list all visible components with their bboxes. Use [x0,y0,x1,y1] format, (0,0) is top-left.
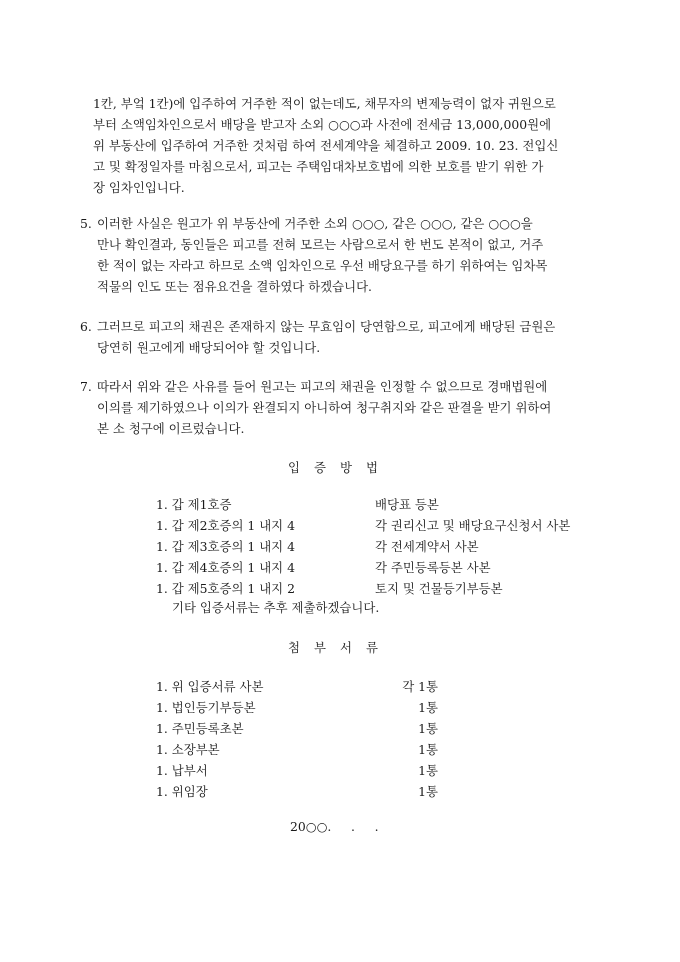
paragraph-text: 따라서 위와 같은 사유를 들어 원고는 피고의 채권을 인정할 수 없으므로 경매법원에 [96,379,548,394]
attachment-row [156,739,456,760]
paragraph-line: 위 부동산에 입주하여 거주한 것처럼 하여 전세계약을 체결하고 2009. 10. 23. 전입신 [93,138,559,153]
paragraph-line: 본 소 청구에 이르렀습니다. [97,421,245,436]
evidence-list [156,494,606,599]
attachment-label: 1. 소장부본 [156,742,220,757]
item-number: 7. [80,379,92,394]
attachments-heading: 첨부서류 [288,640,392,655]
attachment-row [156,697,456,718]
paragraph-line [80,376,595,397]
evidence-description: 각 전세계약서 사본 [375,539,479,554]
attachment-label: 1. 법인등기부등본 [156,700,256,715]
evidence-row [156,536,606,557]
attachment-count: 1통 [418,700,438,715]
paragraph-line [80,316,595,337]
paragraph-line: 이의를 제기하였으나 이의가 완결되지 아니하여 청구취지와 같은 판결을 받기 위하여 [97,400,552,415]
attachment-count: 1통 [418,742,438,757]
evidence-row [156,557,606,578]
attachment-row [156,676,456,697]
item-6-paragraph [80,316,595,358]
evidence-row [156,515,606,536]
evidence-note: 기타 입증서류는 추후 제출하겠습니다. [172,600,380,615]
attachment-count: 1통 [418,784,438,799]
paragraph-line: 적물의 인도 또는 점유요건을 결하였다 하겠습니다. [97,279,372,294]
attachment-label: 1. 납부서 [156,763,208,778]
evidence-description: 토지 및 건물등기부등본 [375,581,503,596]
paragraph-line: 장 임차인입니다. [93,180,185,195]
paragraph-line: 만나 확인결과, 동인들은 피고를 전혀 모르는 사람으로서 한 번도 본적이 없고, 거주 [97,237,544,252]
attachment-label: 1. 위 입증서류 사본 [156,679,264,694]
attachment-label: 1. 주민등록초본 [156,721,244,736]
evidence-label: 1. 갑 제2호증의 1 내지 4 [156,518,295,533]
paragraph-text: 이러한 사실은 원고가 위 부동산에 거주한 소외 ○○○, 같은 ○○○, 같은 ○○○을 [96,216,533,231]
evidence-description: 배당표 등본 [375,497,439,512]
item-7-paragraph [80,376,595,439]
paragraph-line: 부터 소액임차인으로서 배당을 받고자 소외 ○○○과 사전에 전세금 13,000,000원에 [93,117,552,132]
evidence-row [156,578,606,599]
attachments-list [156,676,456,802]
paragraph-line: 당연히 원고에게 배당되어야 할 것입니다. [97,340,321,355]
evidence-label: 1. 갑 제5호증의 1 내지 2 [156,581,295,596]
item-number: 6. [80,319,92,334]
attachment-count: 1통 [418,721,438,736]
intro-paragraph [93,93,593,198]
paragraph-line [80,213,595,234]
paragraph-line: 한 적이 없는 자라고 하므로 소액 임차인으로 우선 배당요구를 하기 위하여는 임차목 [97,258,548,273]
attachment-row [156,718,456,739]
evidence-row [156,494,606,515]
evidence-description: 각 주민등록등본 사본 [375,560,491,575]
attachment-row [156,781,456,802]
attachment-row [156,760,456,781]
paragraph-text: 그러므로 피고의 채권은 존재하지 않는 무효임이 당연함으로, 피고에게 배당된 금원은 [96,319,556,334]
evidence-label: 1. 갑 제1호증 [156,497,232,512]
evidence-heading: 입증방법 [288,460,392,475]
evidence-label: 1. 갑 제4호증의 1 내지 4 [156,560,295,575]
paragraph-line: 고 및 확정일자를 마침으로서, 피고는 주택임대차보호법에 의한 보호를 받기 위한 가 [93,159,544,174]
document-date: 20○○. . . [290,819,379,834]
evidence-label: 1. 갑 제3호증의 1 내지 4 [156,539,295,554]
attachment-label: 1. 위임장 [156,784,208,799]
item-5-paragraph [80,213,595,297]
attachment-count: 각 1통 [402,679,438,694]
evidence-description: 각 권리신고 및 배당요구신청서 사본 [375,518,571,533]
item-number: 5. [80,216,92,231]
paragraph-line: 1칸, 부엌 1칸)에 입주하여 거주한 적이 없는데도, 채무자의 변제능력이 없자 귀원으로 [93,96,556,111]
attachment-count: 1통 [418,763,438,778]
